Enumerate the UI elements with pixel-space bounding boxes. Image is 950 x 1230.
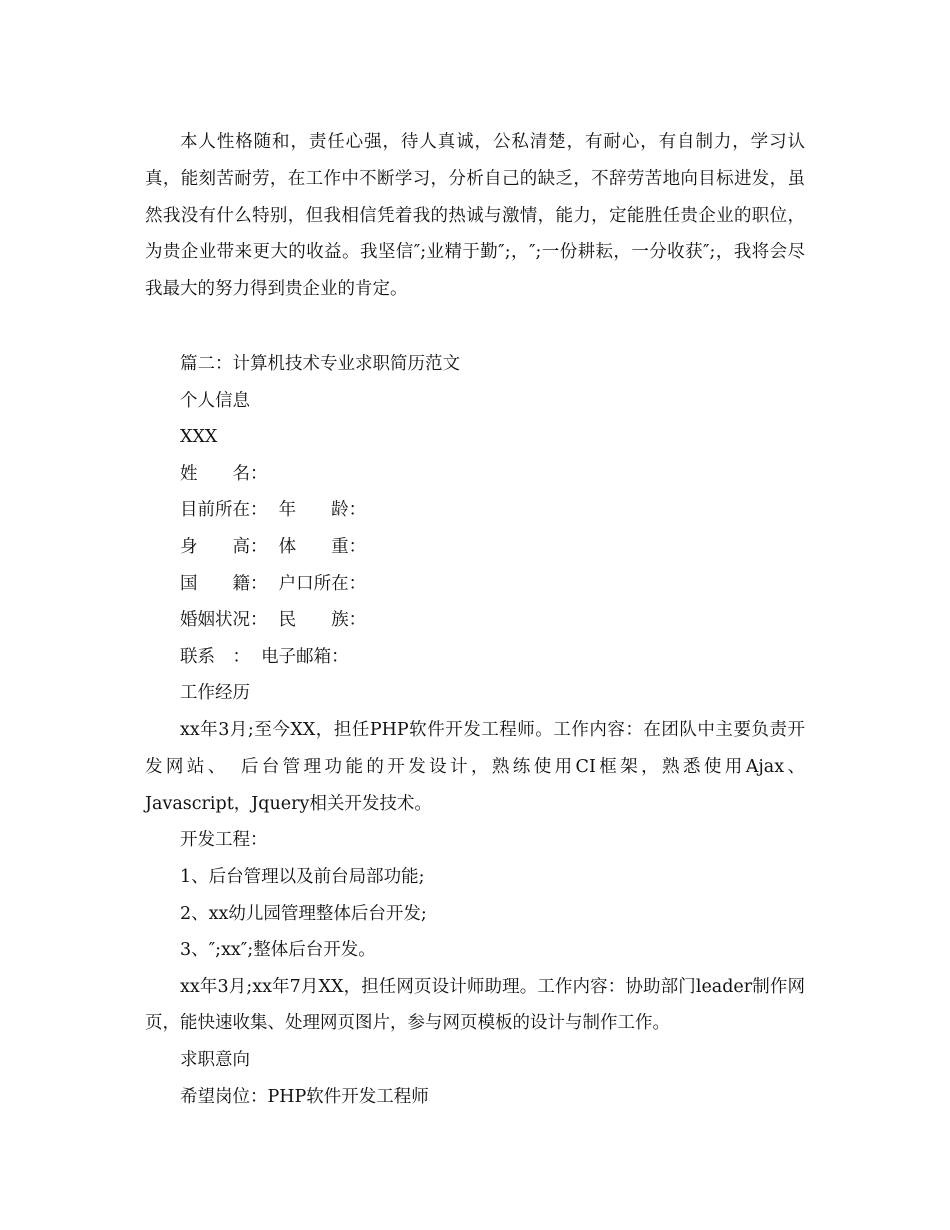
field-contact-email: 联系 ： 电子邮箱：	[180, 646, 349, 667]
self-assessment-paragraph: 本人性格随和，责任心强，待人真诚，公私清楚，有耐心，有自制力，学习认真，能刻苦耐劳，在工作中不断学习，分析自己的缺乏，不辞劳苦地向目标进发，虽然我没有什么特别，但我相信凭着我的热诚与激情，能力，定能胜任贵企业的职位，为贵企业带来更大的收益。我坚信″;业精于勤″;，″;一份耕耘，一分收获″;，我将会尽我最大的努力得到贵企业的肯定。	[145, 132, 805, 300]
document-page	[145, 124, 805, 1115]
section-gap	[145, 308, 805, 346]
personal-info-heading: 个人信息	[180, 390, 250, 411]
project-item: 1、后台管理以及前台局部功能;	[180, 866, 425, 887]
dev-projects-heading: 开发工程：	[180, 830, 268, 851]
field-location-age: 目前所在： 年 龄：	[180, 500, 367, 521]
field-height-weight: 身 高： 体 重：	[180, 536, 367, 557]
project-item: 3、″;xx″;整体后台开发。	[180, 940, 376, 961]
job-entry-web-design-assistant: xx年3月;xx年7月XX，担任网页设计师助理。工作内容：协助部门leader制作网页，能快速收集、处理网页图片，参与网页模板的设计与制作工作。	[145, 976, 805, 1034]
desired-position: 希望岗位：PHP软件开发工程师	[180, 1086, 429, 1107]
field-nationality-hukou: 国 籍： 户口所在：	[180, 573, 367, 594]
job-entry-php-engineer: xx年3月;至今XX，担任PHP软件开发工程师。工作内容：在团队中主要负责开发网站、 后台管理功能的开发设计，熟练使用CI框架，熟悉使用Ajax、Javascript，Jquery相关开发技术。	[145, 719, 805, 814]
job-intent-heading: 求职意向	[180, 1050, 250, 1071]
name-value: XXX	[180, 427, 218, 448]
resume-title: 篇二：计算机技术专业求职简历范文	[180, 353, 460, 374]
project-item: 2、xx幼儿园管理整体后台开发;	[180, 903, 427, 924]
work-experience-heading: 工作经历	[180, 683, 250, 704]
field-marital-ethnicity: 婚姻状况： 民 族：	[180, 610, 367, 631]
field-name: 姓 名：	[180, 463, 268, 484]
